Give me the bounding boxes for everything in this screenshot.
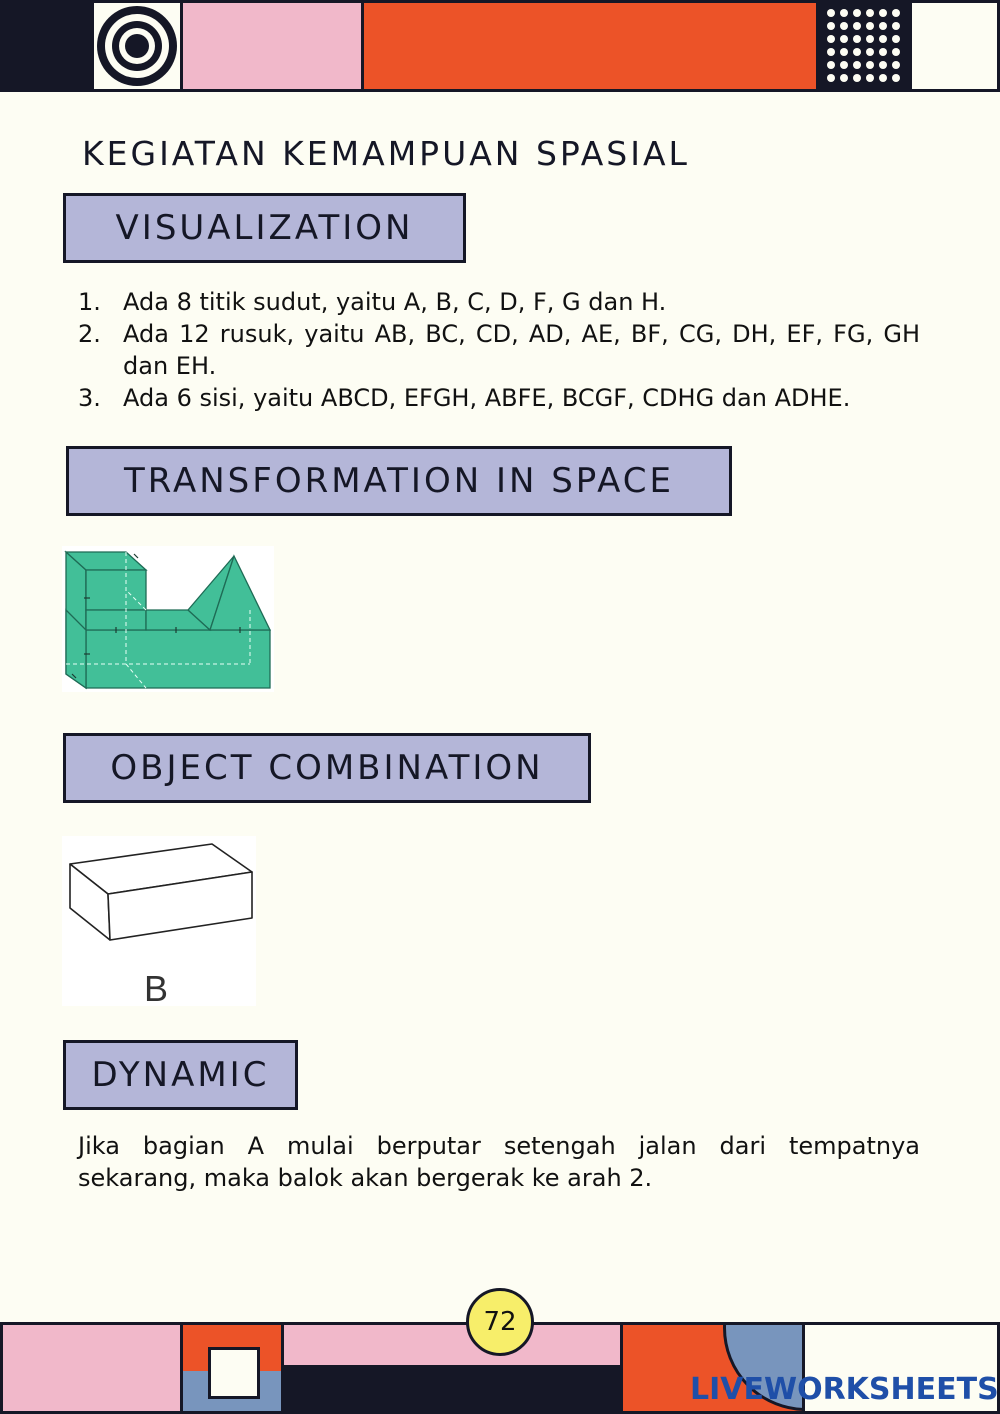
dot [853, 22, 861, 30]
dot [892, 22, 900, 30]
list-number: 1. [78, 288, 101, 316]
visualization-heading: VISUALIZATION [63, 193, 466, 263]
pink-block [180, 0, 364, 92]
dot [840, 9, 848, 17]
orange-blue-square-block [180, 1322, 284, 1414]
dot [853, 61, 861, 69]
dot-grid-icon [819, 3, 909, 89]
dot [827, 74, 835, 82]
white-block [909, 0, 1000, 92]
dot [866, 9, 874, 17]
dot [866, 61, 874, 69]
dot [879, 9, 887, 17]
dot [892, 48, 900, 56]
dot [840, 22, 848, 30]
dot [892, 9, 900, 17]
object-combination-heading: OBJECT COMBINATION [63, 733, 591, 803]
transformation-heading: TRANSFORMATION IN SPACE [66, 446, 732, 516]
dot [827, 35, 835, 43]
figure-label: B [144, 968, 169, 1009]
concentric-circles-block [91, 0, 183, 92]
dot [879, 74, 887, 82]
navy-block [0, 0, 94, 92]
pink-strip [284, 1325, 620, 1368]
green-combined-solid-figure-icon [62, 546, 274, 692]
dot [866, 22, 874, 30]
list-text: Ada 6 sisi, yaitu ABCD, EFGH, ABFE, BCGF, CDHG dan ADHE. [123, 384, 851, 412]
dot [827, 48, 835, 56]
list-item [78, 382, 920, 414]
dots-block [816, 0, 912, 92]
dot [853, 35, 861, 43]
pink-block [0, 1322, 183, 1414]
liveworksheets-watermark: LIVEWORKSHEETS [690, 1372, 999, 1407]
dot [879, 22, 887, 30]
dot [879, 35, 887, 43]
dot [879, 48, 887, 56]
list-text: Ada 8 titik sudut, yaitu A, B, C, D, F, G dan H. [123, 288, 667, 316]
list-number: 2. [78, 320, 101, 348]
list-number: 3. [78, 384, 101, 412]
dot [827, 22, 835, 30]
dot [853, 48, 861, 56]
dot [879, 61, 887, 69]
cuboid-figure-panel [62, 836, 256, 1009]
dot [892, 61, 900, 69]
dynamic-paragraph: Jika bagian A mulai berputar setengah jalan dari tempatnya sekarang, maka balok akan bergerak ke arah 2. [78, 1132, 920, 1192]
dot [866, 48, 874, 56]
pink-strip-block [281, 1322, 623, 1414]
list-text: Ada 12 rusuk, yaitu AB, BC, CD, AD, AE, BF, CG, DH, EF, FG, GH dan EH. [123, 320, 920, 380]
dot [853, 74, 861, 82]
orange-block [361, 0, 819, 92]
white-square [208, 1347, 260, 1399]
concentric-circles-icon [94, 3, 180, 89]
page-title: KEGIATAN KEMAMPUAN SPASIAL [82, 134, 690, 173]
dynamic-heading: DYNAMIC [63, 1040, 298, 1110]
page-number-badge: 72 [466, 1288, 534, 1356]
dot [827, 61, 835, 69]
dot [866, 74, 874, 82]
list-item [78, 318, 920, 382]
top-decor-band [0, 0, 1000, 92]
visualization-list [78, 286, 920, 414]
dot [840, 61, 848, 69]
dot [840, 35, 848, 43]
dot [840, 74, 848, 82]
dot [853, 9, 861, 17]
cuboid-figure-icon [62, 836, 256, 956]
dot [840, 48, 848, 56]
dot [892, 35, 900, 43]
dot [827, 9, 835, 17]
list-item [78, 286, 920, 318]
dot [866, 35, 874, 43]
dot [892, 74, 900, 82]
